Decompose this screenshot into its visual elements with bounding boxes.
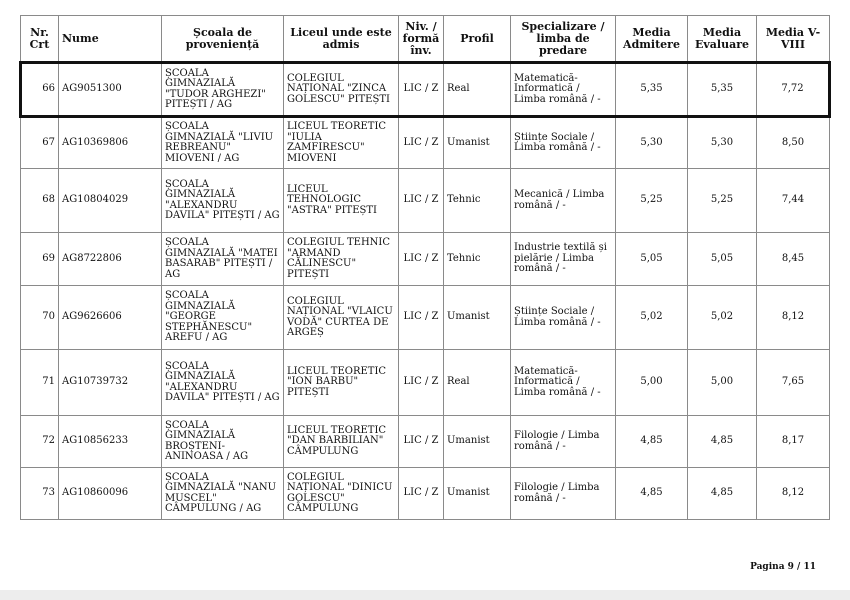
cell-nr: 70 <box>21 286 59 350</box>
cell-media-admitere: 5,35 <box>616 63 688 117</box>
cell-media-v-viii: 8,50 <box>757 117 830 169</box>
header-specializare: Specializare / limba de predare <box>511 16 616 63</box>
header-profil: Profil <box>444 16 511 63</box>
cell-media-v-viii: 7,65 <box>757 350 830 416</box>
cell-niv: LIC / Z <box>399 468 444 520</box>
table-row <box>21 233 830 286</box>
cell-media-v-viii: 8,45 <box>757 233 830 286</box>
cell-specializare: Filologie / Limba română / - <box>511 468 616 520</box>
table-row <box>21 63 830 117</box>
cell-media-admitere: 5,00 <box>616 350 688 416</box>
table-row <box>21 416 830 468</box>
cell-scoala: ȘCOALA GIMNAZIALĂ "TUDOR ARGHEZI" PITEȘTI / AG <box>162 63 284 117</box>
cell-liceu: LICEUL TEORETIC "DAN BARBILIAN" CÂMPULUNG <box>284 416 399 468</box>
cell-liceu: LICEUL TEORETIC "ION BARBU" PITEȘTI <box>284 350 399 416</box>
cell-media-v-viii: 7,44 <box>757 169 830 233</box>
cell-specializare: Științe Sociale / Limba română / - <box>511 286 616 350</box>
page-number: Pagina 9 / 11 <box>750 562 816 572</box>
cell-liceu: COLEGIUL TEHNIC "ARMAND CĂLINESCU" PITEȘTI <box>284 233 399 286</box>
table-row <box>21 169 830 233</box>
cell-profil: Tehnic <box>444 233 511 286</box>
cell-scoala: ȘCOALA GIMNAZIALĂ "GEORGE STEPHĂNESCU" AREFU / AG <box>162 286 284 350</box>
cell-media-admitere: 5,05 <box>616 233 688 286</box>
cell-nume: AG10369806 <box>59 117 162 169</box>
cell-specializare: Mecanică / Limba română / - <box>511 169 616 233</box>
cell-specializare: Matematică-Informatică / Limba română / - <box>511 350 616 416</box>
table-header-row <box>21 16 830 63</box>
cell-nume: AG8722806 <box>59 233 162 286</box>
cell-specializare: Filologie / Limba română / - <box>511 416 616 468</box>
cell-media-v-viii: 7,72 <box>757 63 830 117</box>
cell-media-evaluare: 5,05 <box>688 233 757 286</box>
cell-nr: 67 <box>21 117 59 169</box>
cell-niv: LIC / Z <box>399 169 444 233</box>
cell-profil: Umanist <box>444 117 511 169</box>
header-nr: Nr. Crt <box>21 16 59 63</box>
cell-nr: 73 <box>21 468 59 520</box>
cell-scoala: ȘCOALA GIMNAZIALĂ "MATEI BASARAB" PITEȘTI / AG <box>162 233 284 286</box>
cell-specializare: Matematică-Informatică / Limba română / - <box>511 63 616 117</box>
cell-scoala: ȘCOALA GIMNAZIALĂ BROȘTENI-ANINOASA / AG <box>162 416 284 468</box>
cell-nume: AG10856233 <box>59 416 162 468</box>
cell-niv: LIC / Z <box>399 117 444 169</box>
cell-media-evaluare: 5,00 <box>688 350 757 416</box>
cell-nr: 66 <box>21 63 59 117</box>
cell-specializare: Științe Sociale / Limba română / - <box>511 117 616 169</box>
cell-media-v-viii: 8,17 <box>757 416 830 468</box>
cell-profil: Umanist <box>444 416 511 468</box>
cell-nume: AG10739732 <box>59 350 162 416</box>
table-row <box>21 468 830 520</box>
cell-media-admitere: 5,02 <box>616 286 688 350</box>
cell-specializare: Industrie textilă și pielărie / Limba română / - <box>511 233 616 286</box>
cell-media-admitere: 5,25 <box>616 169 688 233</box>
table-row <box>21 117 830 169</box>
cell-scoala: ȘCOALA GIMNAZIALĂ "ALEXANDRU DAVILA" PITEȘTI / AG <box>162 350 284 416</box>
cell-profil: Real <box>444 350 511 416</box>
cell-media-admitere: 4,85 <box>616 468 688 520</box>
cell-nr: 72 <box>21 416 59 468</box>
cell-nume: AG10860096 <box>59 468 162 520</box>
cell-nume: AG9626606 <box>59 286 162 350</box>
cell-media-admitere: 5,30 <box>616 117 688 169</box>
cell-scoala: ȘCOALA GIMNAZIALĂ "NANU MUSCEL" CÂMPULUNG / AG <box>162 468 284 520</box>
cell-nr: 69 <box>21 233 59 286</box>
cell-media-evaluare: 5,02 <box>688 286 757 350</box>
cell-liceu: LICEUL TEORETIC "IULIA ZAMFIRESCU" MIOVENI <box>284 117 399 169</box>
table-row <box>21 286 830 350</box>
cell-liceu: COLEGIUL NAȚIONAL "VLAICU VODĂ" CURTEA DE ARGEȘ <box>284 286 399 350</box>
cell-liceu: COLEGIUL NAȚIONAL "DINICU GOLESCU" CÂMPULUNG <box>284 468 399 520</box>
cell-media-evaluare: 5,25 <box>688 169 757 233</box>
cell-niv: LIC / Z <box>399 63 444 117</box>
cell-media-evaluare: 4,85 <box>688 468 757 520</box>
cell-niv: LIC / Z <box>399 416 444 468</box>
cell-niv: LIC / Z <box>399 350 444 416</box>
cell-media-admitere: 4,85 <box>616 416 688 468</box>
table-row <box>21 350 830 416</box>
cell-scoala: ȘCOALA GIMNAZIALĂ "ALEXANDRU DAVILA" PITEȘTI / AG <box>162 169 284 233</box>
cell-scoala: ȘCOALA GIMNAZIALĂ "LIVIU REBREANU" MIOVENI / AG <box>162 117 284 169</box>
header-niv: Niv. / formă înv. <box>399 16 444 63</box>
header-liceu: Liceul unde este admis <box>284 16 399 63</box>
cell-nume: AG10804029 <box>59 169 162 233</box>
header-nume: Nume <box>59 16 162 63</box>
cell-media-evaluare: 5,30 <box>688 117 757 169</box>
cell-media-v-viii: 8,12 <box>757 468 830 520</box>
cell-nr: 68 <box>21 169 59 233</box>
cell-media-evaluare: 4,85 <box>688 416 757 468</box>
page-bottom-strip <box>0 590 850 600</box>
cell-profil: Real <box>444 63 511 117</box>
header-media-evaluare: Media Evaluare <box>688 16 757 63</box>
cell-liceu: COLEGIUL NAȚIONAL "ZINCA GOLESCU" PITEȘTI <box>284 63 399 117</box>
header-media-v-viii: Media V-VIII <box>757 16 830 63</box>
cell-nume: AG9051300 <box>59 63 162 117</box>
cell-profil: Umanist <box>444 286 511 350</box>
cell-profil: Tehnic <box>444 169 511 233</box>
cell-niv: LIC / Z <box>399 286 444 350</box>
header-media-admitere: Media Admitere <box>616 16 688 63</box>
cell-nr: 71 <box>21 350 59 416</box>
cell-niv: LIC / Z <box>399 233 444 286</box>
cell-liceu: LICEUL TEHNOLOGIC "ASTRA" PITEȘTI <box>284 169 399 233</box>
cell-media-evaluare: 5,35 <box>688 63 757 117</box>
cell-profil: Umanist <box>444 468 511 520</box>
cell-media-v-viii: 8,12 <box>757 286 830 350</box>
header-scoala: Școala de proveniență <box>162 16 284 63</box>
admission-results-table <box>19 15 831 520</box>
